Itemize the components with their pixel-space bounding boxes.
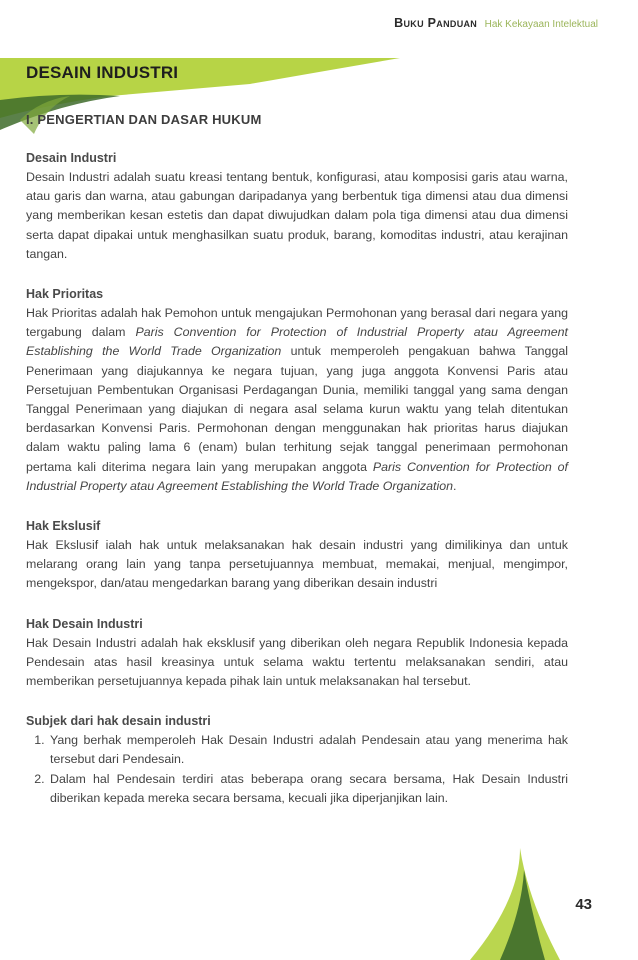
list-item: 2. Dalam hal Pendesain terdiri atas beberapa orang secara bersama, Hak Desain Industri diberikan kepada mereka secara bersama, kecuali jika diperjanjikan lain. [48,770,568,808]
main-heading: I. PENGERTIAN DAN DASAR HUKUM [26,112,262,127]
list-item: 1. Yang berhak memperoleh Hak Desain Industri adalah Pendesain atau yang menerima hak tersebut dari Pendesain. [48,731,568,769]
text-run: . [453,478,457,493]
section-heading: Subjek dari hak desain industri [26,714,211,729]
italic-text-run: Paris Convention for Protection of Industrial Property atau Agreement Establishing the World Trade Organization [26,325,568,359]
section-heading: Hak Prioritas [26,287,104,302]
section-paragraph: Hak Desain Industri adalah hak eksklusif yang diberikan oleh negara Republik Indonesia kepada Pendesain atas hasil kreasinya untuk selama waktu tertentu melaksanakan sendiri, atau memberikan persetujuannya kepada pihak lain untuk melaksanakan hal tersebut. [26,635,568,689]
section-heading: Desain Industri [26,151,117,165]
section-subjek [26,712,568,808]
text-run: Hak Prioritas adalah hak Pemohon untuk mengajukan Permohonan yang berasal dari negara yang tergabung dalam [26,306,568,340]
italic-text-run: Paris Convention for Protection of Industrial Property atau Agreement Establishing the World Trade Organization [26,459,568,493]
section-hak-ekslusif [26,517,568,594]
book-subtitle: Hak Kekayaan Intelektual [484,19,598,30]
section-hak-prioritas [26,285,568,496]
text-run: untuk memperoleh pengakuan bahwa Tanggal Penerimaan yang diajukannya ke negara tujuan, yang juga anggota Konvensi Paris atau Persetujuan Pembentukan Organisasi Perdagangan Dunia, memiliki tanggal yang sama dengan Tanggal Penerimaan yang diajukan di negara asal selama kurun waktu yang telah ditentukan berdasarkan Konvensi Paris. Permohonan dengan menggunakan hak prioritas harus diajukan dalam waktu paling lama 6 (enam) bulan terhitung sejak tanggal penerimaan permohonan pertama kali diterima negara lain yang merupakan anggota [26,344,568,474]
page-header [394,16,598,30]
section-heading: Hak Ekslusif [26,519,101,534]
subjek-list [26,731,568,808]
section-paragraph: Hak Ekslusif ialah hak untuk melaksanakan hak desain industri yang dimilikinya dan untuk melarang orang lain yang tanpa persetujuannya membuat, memakai, menjual, mengimpor, mengekspor, dan/atau mengedarkan barang yang diberikan desain industri [26,538,568,591]
section-heading: Hak Desain Industri [26,616,143,631]
section-desain-industri [26,149,568,264]
page-number: 43 [575,896,592,913]
book-title: Buku Panduan [394,16,478,30]
section-paragraph [26,304,568,496]
section-title: DESAIN INDUSTRI [26,63,179,82]
section-hak-desain-industri [26,615,568,692]
page-content [26,112,568,829]
section-paragraph: Desain Industri adalah suatu kreasi tentang bentuk, konfigurasi, atau komposisi garis atau warna, atau garis dan warna, atau gabungan daripadanya yang berbentuk tiga dimensi atau dua dimensi yang memberikan kesan estetis dan dapat diwujudkan dalam pola tiga dimensi atau dua dimensi serta dapat dipakai untuk menghasilkan suatu produk, barang, komoditas industri, atau kerajinan tangan. [26,170,568,261]
